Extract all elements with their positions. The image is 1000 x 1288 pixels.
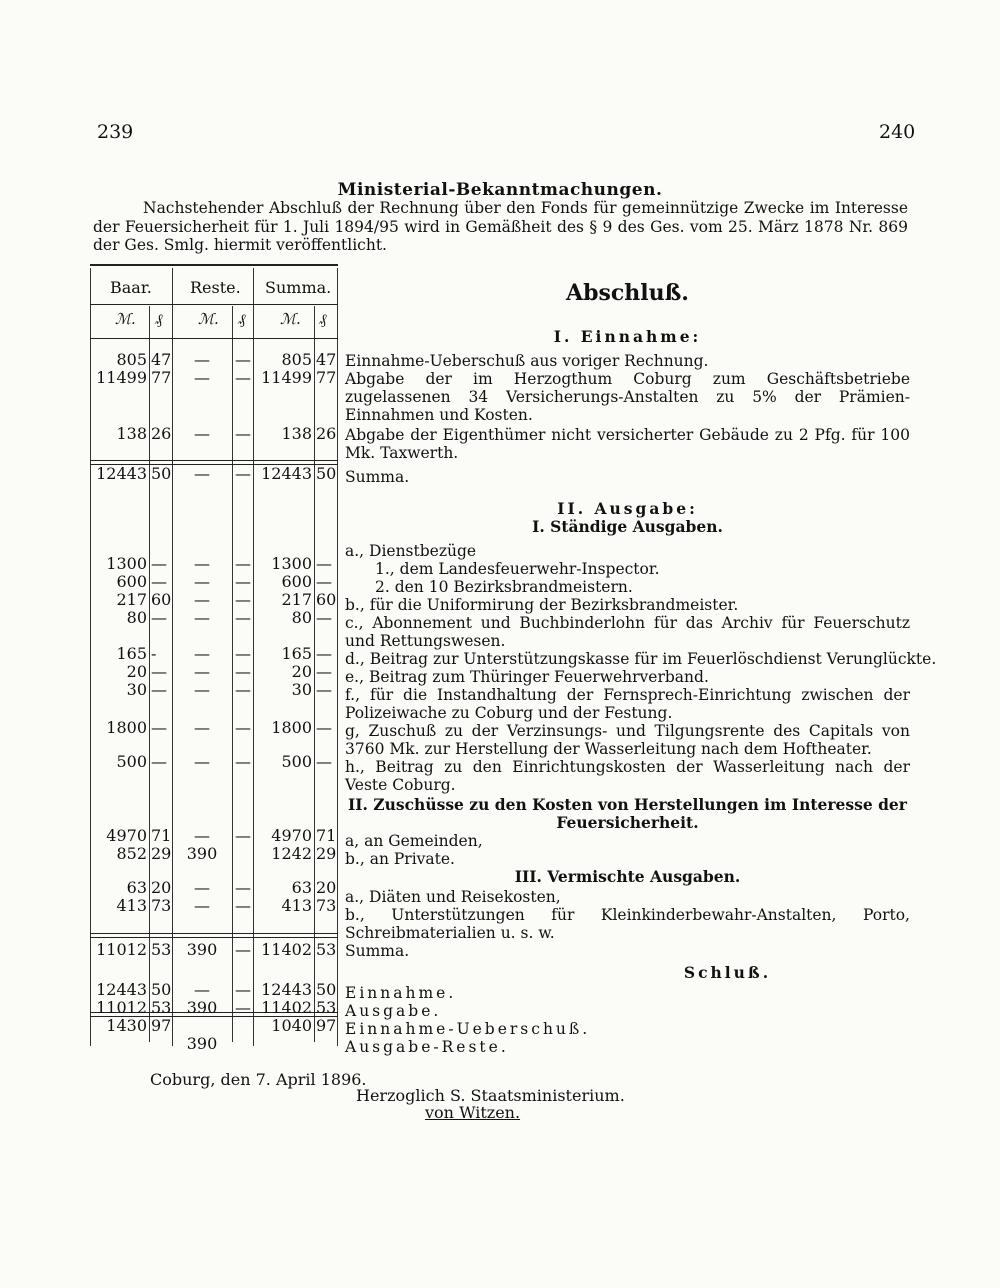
table-rule bbox=[90, 268, 91, 1046]
table-cell: 53 bbox=[316, 998, 337, 1017]
table-cell: — bbox=[235, 554, 251, 573]
table-cell: — bbox=[235, 572, 251, 591]
table-cell: — bbox=[194, 980, 210, 999]
table-cell: 1300 bbox=[271, 554, 312, 573]
table-cell: — bbox=[316, 718, 332, 737]
sum-rule bbox=[90, 933, 338, 938]
table-cell: 500 bbox=[281, 752, 312, 771]
table-cell: 73 bbox=[151, 896, 172, 915]
table-cell: 165 bbox=[116, 644, 147, 663]
table-cell: — bbox=[194, 662, 210, 681]
table-cell: 12443 bbox=[261, 980, 312, 999]
table-cell: 77 bbox=[316, 368, 337, 387]
table-cell: 11499 bbox=[261, 368, 312, 387]
table-cell: — bbox=[316, 644, 332, 663]
unit-pf: ₰ bbox=[319, 310, 327, 328]
abschluss-title: Abschluß. bbox=[566, 280, 689, 306]
table-cell: — bbox=[235, 424, 251, 443]
table-cell: — bbox=[235, 718, 251, 737]
table-cell: 47 bbox=[316, 350, 337, 369]
table-cell: 20 bbox=[151, 878, 172, 897]
table-cell: 390 bbox=[186, 1034, 218, 1053]
table-cell: — bbox=[194, 878, 210, 897]
table-rule bbox=[149, 306, 150, 1042]
table-cell: 390 bbox=[186, 998, 218, 1017]
table-cell: — bbox=[235, 896, 251, 915]
table-cell: 1242 bbox=[271, 844, 312, 863]
table-cell: 138 bbox=[281, 424, 312, 443]
table-cell: — bbox=[235, 368, 251, 387]
table-cell: — bbox=[151, 752, 167, 771]
table-cell: — bbox=[194, 424, 210, 443]
table-cell: — bbox=[194, 572, 210, 591]
table-cell: — bbox=[235, 680, 251, 699]
table-cell: 11402 bbox=[261, 940, 312, 959]
table-cell: — bbox=[235, 590, 251, 609]
header-rule bbox=[90, 304, 338, 305]
table-cell: 20 bbox=[126, 662, 147, 681]
entry-e: e., Beitrag zum Thüringer Feuerwehrverband. bbox=[345, 668, 709, 686]
col-summa: Summa. bbox=[265, 278, 332, 297]
page-number-right: 240 bbox=[879, 121, 916, 143]
table-cell: 97 bbox=[316, 1016, 337, 1035]
col-baar: Baar. bbox=[110, 278, 152, 297]
table-rule bbox=[314, 306, 315, 1042]
page-number-left: 239 bbox=[97, 121, 134, 143]
table-rule bbox=[172, 268, 173, 1046]
table-cell: — bbox=[194, 718, 210, 737]
table-cell: 165 bbox=[281, 644, 312, 663]
table-cell: — bbox=[235, 878, 251, 897]
table-cell: 11012 bbox=[96, 940, 147, 959]
table-cell: 71 bbox=[151, 826, 172, 845]
table-cell: - bbox=[151, 644, 157, 663]
table-cell: — bbox=[235, 662, 251, 681]
staendige-heading: I. Ständige Ausgaben. bbox=[532, 517, 723, 536]
entry-f: f., für die Instandhaltung der Fernsprech-Einrichtung zwischen der Polizeiwache zu Coburg und der Festung. bbox=[345, 686, 910, 722]
table-cell: — bbox=[235, 608, 251, 627]
table-cell: 12443 bbox=[96, 464, 147, 483]
table-cell: — bbox=[316, 680, 332, 699]
schluss-ausgabe: Ausgabe. bbox=[345, 1002, 442, 1020]
intro-text: Nachstehender Abschluß der Rechnung über den Fonds für gemeinnützige Zwecke im Interesse der Feuersicherheit für 1. Juli 1894/95 wird in Gemäßheit des § 9 des Ges. vom 25. März 1878 Nr. 869 der Ges. Smlg. hiermit veröffentlicht. bbox=[93, 199, 908, 254]
einnahme-heading: I. Einnahme: bbox=[553, 327, 702, 346]
table-cell: 60 bbox=[316, 590, 337, 609]
table-cell: 50 bbox=[316, 980, 337, 999]
table-cell: — bbox=[235, 350, 251, 369]
table-cell: — bbox=[151, 662, 167, 681]
signer: von Witzen. bbox=[425, 1103, 521, 1122]
table-cell: 20 bbox=[291, 662, 312, 681]
table-cell: 80 bbox=[291, 608, 312, 627]
unit-mark: ℳ. bbox=[115, 310, 136, 328]
table-cell: 500 bbox=[116, 752, 147, 771]
table-cell: 50 bbox=[151, 980, 172, 999]
table-cell: — bbox=[151, 718, 167, 737]
table-cell: 53 bbox=[151, 998, 172, 1017]
table-cell: — bbox=[235, 752, 251, 771]
table-cell: — bbox=[316, 572, 332, 591]
table-cell: — bbox=[235, 644, 251, 663]
table-cell: 47 bbox=[151, 350, 172, 369]
table-cell: 63 bbox=[126, 878, 147, 897]
table-cell: — bbox=[316, 752, 332, 771]
table-cell: 71 bbox=[316, 826, 337, 845]
table-cell: — bbox=[151, 608, 167, 627]
table-cell: 50 bbox=[151, 464, 172, 483]
summa-ausgabe: Summa. bbox=[345, 942, 410, 960]
table-cell: — bbox=[194, 826, 210, 845]
table-cell: 217 bbox=[281, 590, 312, 609]
table-cell: 26 bbox=[151, 424, 172, 443]
entry-e1: Einnahme-Ueberschuß aus voriger Rechnung. bbox=[345, 352, 709, 370]
intro-paragraph bbox=[93, 199, 908, 255]
schluss-ueberschuss: Einnahme-Ueberschuß. bbox=[345, 1020, 591, 1038]
entry-va: a., Diäten und Reisekosten, bbox=[345, 888, 561, 906]
table-cell: — bbox=[194, 464, 210, 483]
table-cell: — bbox=[235, 940, 251, 959]
table-cell: 53 bbox=[151, 940, 172, 959]
table-cell: 852 bbox=[116, 844, 147, 863]
table-cell: 12443 bbox=[261, 464, 312, 483]
table-cell: 50 bbox=[316, 464, 337, 483]
table-cell: 390 bbox=[186, 940, 218, 959]
entry-za: a, an Gemeinden, bbox=[345, 832, 483, 850]
col-reste: Reste. bbox=[190, 278, 241, 297]
ausgabe-heading: II. Ausgabe: bbox=[557, 499, 698, 518]
unit-mark: ℳ. bbox=[198, 310, 219, 328]
table-cell: — bbox=[316, 608, 332, 627]
table-cell: 413 bbox=[116, 896, 147, 915]
table-cell: — bbox=[316, 554, 332, 573]
schluss-reste: Ausgabe-Reste. bbox=[345, 1038, 509, 1056]
table-cell: — bbox=[235, 980, 251, 999]
zuschuesse-heading: II. Zuschüsse zu den Kosten von Herstellungen im Interesse der Feuersicherheit. bbox=[348, 795, 907, 832]
table-cell: 60 bbox=[151, 590, 172, 609]
table-cell: — bbox=[194, 644, 210, 663]
table-cell: 1430 bbox=[106, 1016, 147, 1035]
table-cell: 4970 bbox=[106, 826, 147, 845]
table-cell: 217 bbox=[116, 590, 147, 609]
table-cell: 11499 bbox=[96, 368, 147, 387]
table-cell: — bbox=[194, 752, 210, 771]
entry-d: d., Beitrag zur Unterstützungskasse für im Feuerlöschdienst Verunglückte. bbox=[345, 650, 937, 668]
entry-h: h., Beitrag zu den Einrichtungskosten der Wasserleitung nach der Veste Coburg. bbox=[345, 758, 910, 794]
table-cell: 97 bbox=[151, 1016, 172, 1035]
schluss-einnahme: Einnahme. bbox=[345, 984, 457, 1002]
entry-b: b., für die Uniformirung der Bezirksbrandmeister. bbox=[345, 596, 739, 614]
entry-a2: 2. den 10 Bezirksbrandmeistern. bbox=[375, 578, 633, 596]
table-cell: 53 bbox=[316, 940, 337, 959]
vermischte-heading: III. Vermischte Ausgaben. bbox=[514, 867, 741, 886]
entry-e2: Abgabe der im Herzogthum Coburg zum Geschäftsbetriebe zugelassenen 34 Versicherungs-Anstalten zu 5% der Prämien-Einnahmen und Kosten. bbox=[345, 370, 910, 424]
table-cell: 29 bbox=[316, 844, 337, 863]
entry-a1: 1., dem Landesfeuerwehr-Inspector. bbox=[375, 560, 660, 578]
table-cell: 30 bbox=[126, 680, 147, 699]
accounts-table bbox=[90, 264, 338, 1053]
place-date: Coburg, den 7. April 1896. bbox=[150, 1070, 367, 1089]
page-heading: Ministerial-Bekanntmachungen. bbox=[337, 180, 663, 200]
entry-c: c., Abonnement und Buchbinderlohn für das Archiv für Feuerschutz und Rettungswesen. bbox=[345, 614, 910, 650]
table-cell: — bbox=[151, 554, 167, 573]
table-cell: — bbox=[194, 680, 210, 699]
table-cell: 413 bbox=[281, 896, 312, 915]
table-cell: 29 bbox=[151, 844, 172, 863]
table-cell: 600 bbox=[116, 572, 147, 591]
table-rule bbox=[337, 268, 338, 1046]
table-cell: 11012 bbox=[96, 998, 147, 1017]
entry-e3: Abgabe der Eigenthümer nicht versicherter Gebäude zu 2 Pfg. für 100 Mk. Taxwerth. bbox=[345, 426, 910, 462]
table-cell: 11402 bbox=[261, 998, 312, 1017]
entry-a: a., Dienstbezüge bbox=[345, 542, 477, 560]
entry-g: g, Zuschuß zu der Verzinsungs- und Tilgungsrente des Capitals von 3760 Mk. zur Herstellung der Wasserleitung nach dem Hoftheater. bbox=[345, 722, 910, 758]
entry-zb: b., an Private. bbox=[345, 850, 455, 868]
table-cell: 63 bbox=[291, 878, 312, 897]
table-cell: — bbox=[194, 350, 210, 369]
table-cell: 390 bbox=[186, 844, 218, 863]
unit-pf: ₰ bbox=[155, 310, 163, 328]
table-cell: 80 bbox=[126, 608, 147, 627]
table-cell: 12443 bbox=[96, 980, 147, 999]
table-cell: 4970 bbox=[271, 826, 312, 845]
table-cell: 73 bbox=[316, 896, 337, 915]
table-cell: 30 bbox=[291, 680, 312, 699]
table-cell: — bbox=[194, 896, 210, 915]
table-cell: — bbox=[194, 368, 210, 387]
entry-vb: b., Unterstützungen für Kleinkinderbewahr-Anstalten, Porto, Schreibmaterialien u. s. w. bbox=[345, 906, 910, 942]
authority: Herzoglich S. Staatsministerium. bbox=[356, 1086, 625, 1105]
table-cell: 805 bbox=[281, 350, 312, 369]
table-cell: 1800 bbox=[271, 718, 312, 737]
table-cell: — bbox=[235, 464, 251, 483]
table-cell: 805 bbox=[116, 350, 147, 369]
table-cell: 77 bbox=[151, 368, 172, 387]
summa-einnahme: Summa. bbox=[345, 468, 410, 486]
table-cell: — bbox=[194, 608, 210, 627]
table-cell: — bbox=[316, 662, 332, 681]
unit-pf: ₰ bbox=[238, 310, 246, 328]
unit-mark: ℳ. bbox=[280, 310, 301, 328]
table-cell: — bbox=[235, 998, 251, 1017]
table-cell: — bbox=[194, 590, 210, 609]
unit-rule bbox=[90, 338, 338, 339]
schluss-heading: Schluß. bbox=[683, 963, 772, 982]
table-cell: — bbox=[151, 680, 167, 699]
table-cell: 1300 bbox=[106, 554, 147, 573]
table-cell: — bbox=[235, 826, 251, 845]
table-cell: — bbox=[151, 572, 167, 591]
table-cell: 20 bbox=[316, 878, 337, 897]
table-cell: 26 bbox=[316, 424, 337, 443]
table-cell: 138 bbox=[116, 424, 147, 443]
table-cell: 1040 bbox=[271, 1016, 312, 1035]
table-cell: 600 bbox=[281, 572, 312, 591]
table-cell: 1800 bbox=[106, 718, 147, 737]
table-cell: — bbox=[194, 554, 210, 573]
